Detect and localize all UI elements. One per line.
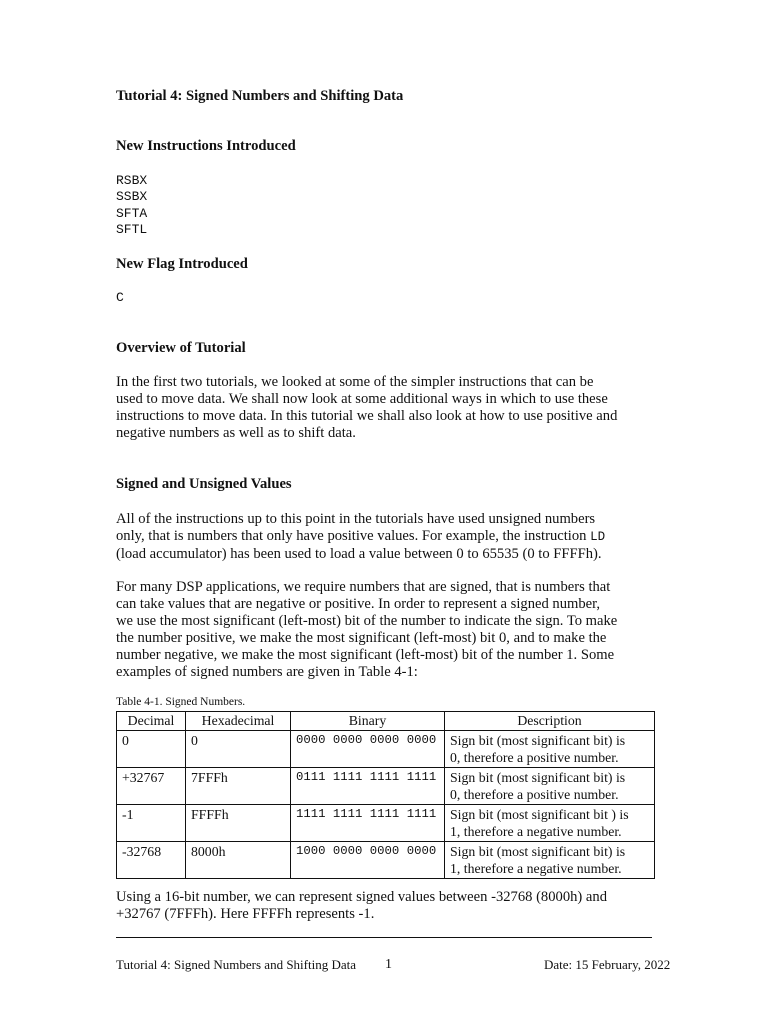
- signed-paragraph-2: [116, 579, 656, 681]
- cell-description: [445, 768, 655, 805]
- text-line: negative numbers as well as to shift data.: [116, 425, 356, 441]
- cell-hex: FFFFh: [186, 805, 291, 842]
- text-line: All of the instructions up to this point in the tutorials have used unsigned numbers: [116, 511, 596, 527]
- cell-description: [445, 842, 655, 879]
- instruction-item: SFTL: [116, 222, 148, 237]
- text-line: the number positive, we make the most significant (left-most) bit 0, and to make the: [116, 630, 607, 646]
- column-header-description: Description: [445, 712, 655, 731]
- cell-description: [445, 805, 655, 842]
- column-header-decimal: Decimal: [117, 712, 186, 731]
- cell-decimal: +32767: [117, 768, 186, 805]
- description-line: 1, therefore a negative number.: [450, 824, 622, 839]
- inline-code: LD: [590, 530, 606, 544]
- cell-binary: 0000 0000 0000 0000: [291, 731, 445, 768]
- text-line: we use the most significant (left-most) bit of the number to indicate the sign. To make: [116, 613, 618, 629]
- column-header-hexadecimal: Hexadecimal: [186, 712, 291, 731]
- description-line: 1, therefore a negative number.: [450, 861, 622, 876]
- description-line: 0, therefore a positive number.: [450, 787, 619, 802]
- table-row: [117, 731, 655, 768]
- flag-item: C: [116, 290, 124, 305]
- signed-numbers-table: [116, 711, 655, 879]
- closing-paragraph: [116, 889, 656, 923]
- description-line: Sign bit (most significant bit) is: [450, 770, 626, 785]
- instruction-item: SSBX: [116, 189, 148, 204]
- overview-heading: Overview of Tutorial: [116, 340, 246, 356]
- table-row: [117, 768, 655, 805]
- description-line: Sign bit (most significant bit) is: [450, 733, 626, 748]
- table-caption: Table 4-1. Signed Numbers.: [116, 696, 246, 708]
- new-flag-heading: New Flag Introduced: [116, 256, 248, 272]
- table-row: [117, 805, 655, 842]
- column-header-binary: Binary: [291, 712, 445, 731]
- cell-hex: 7FFFh: [186, 768, 291, 805]
- text-segment: only, that is numbers that only have positive values. For example, the instruction: [116, 528, 591, 544]
- footer-title: Tutorial 4: Signed Numbers and Shifting Data: [116, 957, 357, 972]
- cell-binary: 0111 1111 1111 1111: [291, 768, 445, 805]
- text-line: examples of signed numbers are given in Table 4-1:: [116, 664, 418, 680]
- description-line: Sign bit (most significant bit ) is: [450, 807, 629, 822]
- table-row: [117, 842, 655, 879]
- description-line: 0, therefore a positive number.: [450, 750, 619, 765]
- footer-page-number: 1: [385, 957, 392, 972]
- cell-description: [445, 731, 655, 768]
- instruction-item: RSBX: [116, 173, 148, 188]
- cell-binary: 1111 1111 1111 1111: [291, 805, 445, 842]
- text-line: For many DSP applications, we require numbers that are signed, that is numbers that: [116, 579, 611, 595]
- description-line: Sign bit (most significant bit) is: [450, 844, 626, 859]
- cell-binary: 1000 0000 0000 0000: [291, 842, 445, 879]
- cell-hex: 0: [186, 731, 291, 768]
- table-header-row: [117, 712, 655, 731]
- footer-date: Date: 15 February, 2022: [544, 957, 671, 972]
- text-line: +32767 (7FFFh). Here FFFFh represents -1.: [116, 906, 375, 922]
- text-line: (load accumulator) has been used to load a value between 0 to 65535 (0 to FFFFh).: [116, 546, 602, 562]
- cell-decimal: 0: [117, 731, 186, 768]
- cell-decimal: -32768: [117, 842, 186, 879]
- page-title: Tutorial 4: Signed Numbers and Shifting Data: [116, 88, 404, 104]
- cell-decimal: -1: [117, 805, 186, 842]
- text-line: number negative, we make the most significant (left-most) bit of the number 1. Some: [116, 647, 615, 663]
- text-line: can take values that are negative or positive. In order to represent a signed number,: [116, 596, 601, 612]
- signed-section-heading: Signed and Unsigned Values: [116, 476, 292, 492]
- cell-hex: 8000h: [186, 842, 291, 879]
- text-line: used to move data. We shall now look at some additional ways in which to use these: [116, 391, 608, 407]
- footer-divider: [116, 937, 652, 938]
- new-instructions-heading: New Instructions Introduced: [116, 138, 296, 154]
- signed-paragraph-1: [116, 511, 656, 563]
- overview-paragraph: [116, 374, 656, 442]
- text-line: instructions to move data. In this tutorial we shall also look at how to use positive and: [116, 408, 618, 424]
- text-line: [116, 528, 656, 546]
- text-line: Using a 16-bit number, we can represent signed values between -32768 (8000h) and: [116, 889, 607, 905]
- instruction-item: SFTA: [116, 206, 148, 221]
- text-line: In the first two tutorials, we looked at some of the simpler instructions that can be: [116, 374, 594, 390]
